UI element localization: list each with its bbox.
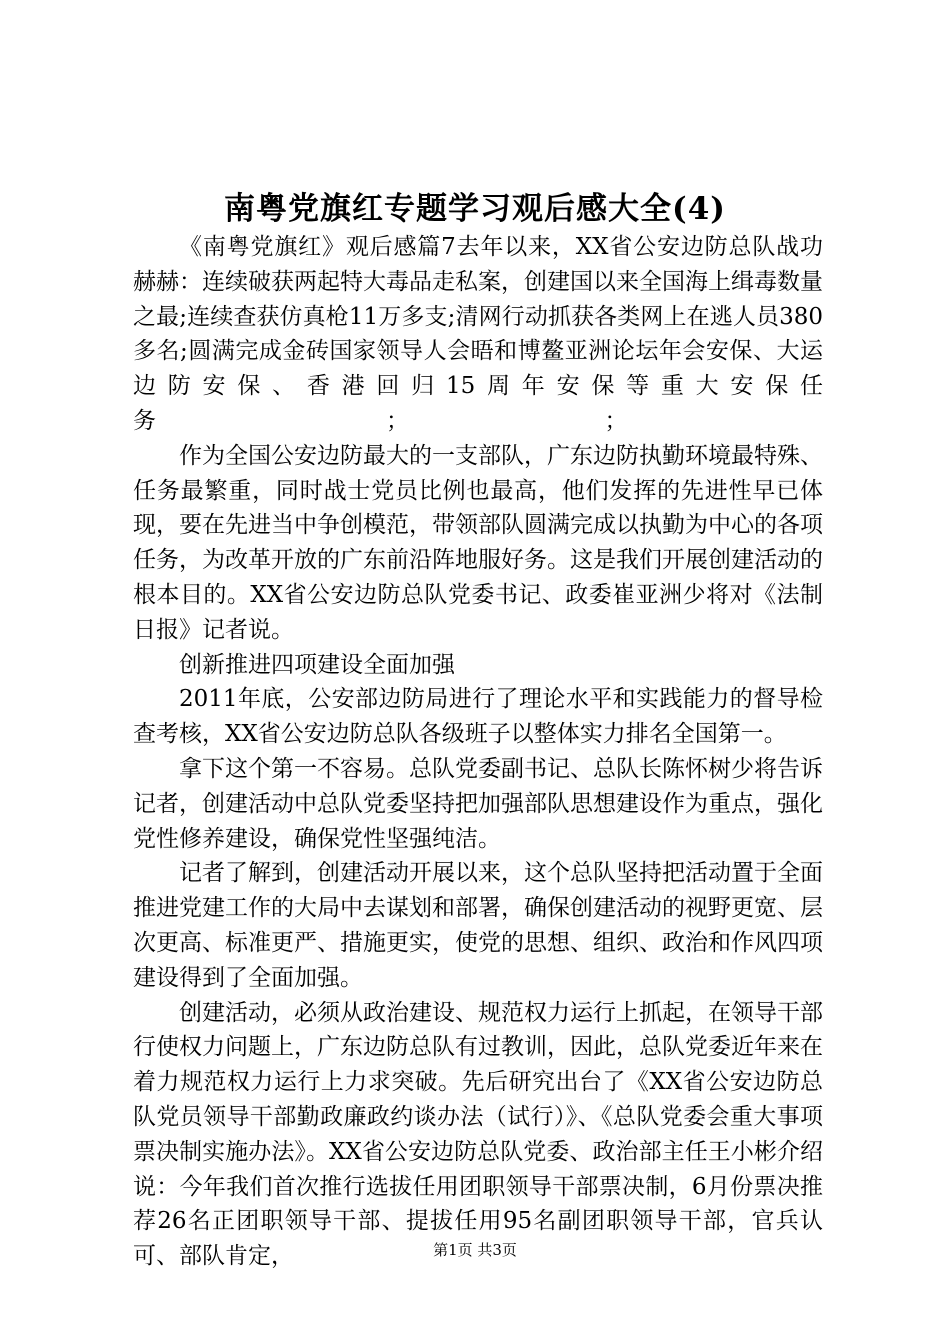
- paragraph: 拿下这个第一不容易。总队党委副书记、总队长陈怀树少将告诉记者，创建活动中总队党委坚持把加强部队思想建设作为重点，强化党性修养建设，确保党性坚强纯洁。: [133, 755, 823, 852]
- page-number-footer: 第1页 共3页: [433, 1241, 517, 1259]
- paragraph: 2011年底，公安部边防局进行了理论水平和实践能力的督导检查考核，XX省公安边防总队各级班子以整体实力排名全国第一。: [133, 686, 823, 748]
- document-title: 南粤党旗红专题学习观后感大全(4): [224, 191, 726, 227]
- paragraph: 创建活动，必须从政治建设、规范权力运行上抓起，在领导干部行使权力问题上，广东边防总队有过教训，因此，总队党委近年来在着力规范权力运行上力求突破。先后研究出台了《XX省公安边防总队党员领导干部勤政廉政约谈办法（试行）》、《总队党委会重大事项票决制实施办法》。XX省公安边防总队党委、政治部主任王小彬介绍说：今年我们首次推行选拔任用团职领导干部票决制，6月份票决推荐26名正团职领导干部、提拔任用95名副团职领导干部，官兵认可、部队肯定，: [133, 999, 823, 1270]
- paragraph: 记者了解到，创建活动开展以来，这个总队坚持把活动置于全面推进党建工作的大局中去谋划和部署，确保创建活动的视野更宽、层次更高、标准更严、措施更实，使党的思想、组织、政治和作风四项建设得到了全面加强。: [133, 860, 823, 991]
- document-body: [133, 230, 823, 1274]
- paragraph: 作为全国公安边防最大的一支部队，广东边防执勤环境最特殊、任务最繁重，同时战士党员比例也最高，他们发挥的先进性早已体现，要在先进当中争创模范，带领部队圆满完成以执勤为中心的各项任务，为改革开放的广东前沿阵地服好务。这是我们开展创建活动的根本目的。XX省公安边防总队党委书记、政委崔亚洲少将对《法制日报》记者说。: [133, 442, 823, 643]
- paragraph: 《南粤党旗红》观后感篇7去年以来，XX省公安边防总队战功赫赫：连续破获两起特大毒品走私案，创建国以来全国海上缉毒数量之最;连续查获仿真枪11万多支;清网行动抓获各类网上在逃人员380多名;圆满完成金砖国家领导人会晤和博鳌亚洲论坛年会安保、大运边防安保、香港回归15周年安保等重大安保任务 ； ；: [133, 234, 823, 434]
- section-heading: 创新推进四项建设全面加强: [179, 651, 455, 678]
